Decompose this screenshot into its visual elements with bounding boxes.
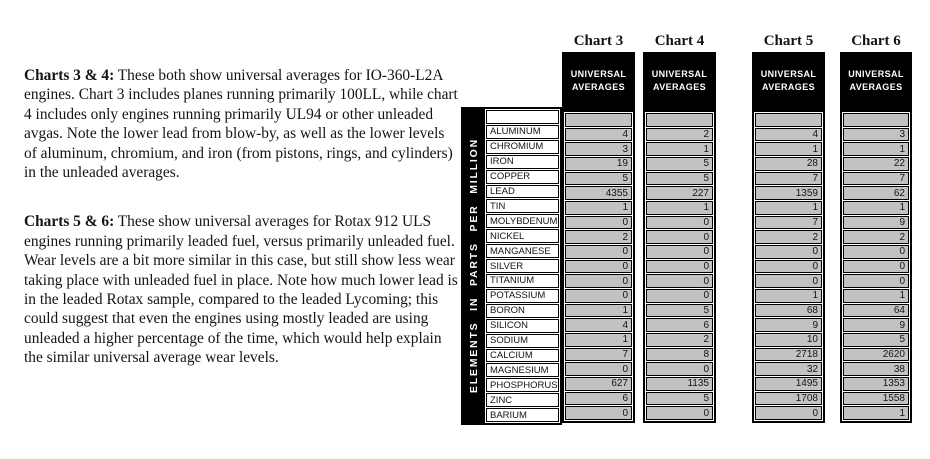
chart5-subheader: UNIVERSAL AVERAGES bbox=[752, 52, 825, 110]
value-cell: 2620 bbox=[843, 348, 909, 362]
value-cell: 0 bbox=[646, 362, 713, 376]
element-label-cell: MOLYBDENUM bbox=[486, 214, 559, 228]
value-cell: 10 bbox=[755, 333, 822, 347]
value-cell: 0 bbox=[755, 260, 822, 274]
element-labels bbox=[485, 109, 560, 423]
element-label-cell: ALUMINUM bbox=[486, 125, 559, 139]
value-cell: 627 bbox=[565, 377, 632, 391]
value-cell: 0 bbox=[565, 362, 632, 376]
value-cell: 7 bbox=[565, 348, 632, 362]
para-charts-3-4-lead: Charts 3 & 4: bbox=[24, 67, 115, 84]
value-cell: 38 bbox=[843, 362, 909, 376]
chart4-values bbox=[643, 110, 716, 423]
chart5-title: Chart 5 bbox=[763, 33, 814, 49]
value-spacer-cell bbox=[843, 113, 909, 127]
element-label-cell: SODIUM bbox=[486, 334, 559, 348]
commentary-text bbox=[24, 66, 460, 368]
row-axis-bar bbox=[463, 109, 485, 423]
value-cell: 1 bbox=[755, 142, 822, 156]
value-cell: 5 bbox=[646, 172, 713, 186]
para-charts-3-4-body: These both show universal averages for IO-360-L2A engines. Chart 3 includes planes running primarily 100LL, while chart 4 includes only engines running primarily UL94 or other unleaded avgas. Note the lower lead from blow-by, as well as the lower levels of aluminum, chromium, and iron (from pistons, rings, and cylinders) in the unleaded averages. bbox=[24, 67, 458, 182]
value-cell: 0 bbox=[843, 260, 909, 274]
value-cell: 22 bbox=[843, 157, 909, 171]
chart4-subheader: UNIVERSAL AVERAGES bbox=[643, 52, 716, 110]
value-cell: 5 bbox=[843, 333, 909, 347]
element-label-cell: IRON bbox=[486, 155, 559, 169]
chart3-subheader: UNIVERSAL AVERAGES bbox=[562, 52, 635, 110]
value-cell: 32 bbox=[755, 362, 822, 376]
element-label-cell: SILVER bbox=[486, 259, 559, 273]
value-cell: 2 bbox=[646, 128, 713, 142]
chart5-values bbox=[752, 110, 825, 423]
value-cell: 1359 bbox=[755, 186, 822, 200]
value-cell: 62 bbox=[843, 186, 909, 200]
value-cell: 28 bbox=[755, 157, 822, 171]
value-cell: 1 bbox=[755, 201, 822, 215]
value-cell: 1 bbox=[843, 201, 909, 215]
value-cell: 1708 bbox=[755, 392, 822, 406]
value-cell: 6 bbox=[646, 318, 713, 332]
value-spacer-cell bbox=[565, 113, 632, 127]
value-cell: 0 bbox=[646, 289, 713, 303]
value-cell: 7 bbox=[755, 216, 822, 230]
para-charts-5-6 bbox=[24, 212, 460, 367]
value-cell: 9 bbox=[843, 216, 909, 230]
value-cell: 1 bbox=[565, 201, 632, 215]
element-label-cell: BARIUM bbox=[486, 408, 559, 422]
value-cell: 64 bbox=[843, 304, 909, 318]
value-cell: 5 bbox=[565, 172, 632, 186]
chart3-values bbox=[562, 110, 635, 423]
value-cell: 0 bbox=[565, 289, 632, 303]
element-label-cell: BORON bbox=[486, 304, 559, 318]
value-cell: 19 bbox=[565, 157, 632, 171]
value-cell: 1 bbox=[565, 333, 632, 347]
value-cell: 5 bbox=[646, 392, 713, 406]
value-cell: 1 bbox=[755, 289, 822, 303]
element-label-cell: PHOSPHORUS bbox=[486, 378, 559, 392]
elements-axis-block bbox=[461, 107, 562, 425]
value-cell: 4 bbox=[755, 128, 822, 142]
chart5-column bbox=[752, 33, 825, 423]
value-cell: 0 bbox=[565, 245, 632, 259]
para-charts-5-6-lead: Charts 5 & 6: bbox=[24, 213, 115, 231]
chart6-title: Chart 6 bbox=[851, 33, 901, 49]
element-label-cell: MANGANESE bbox=[486, 244, 559, 258]
value-cell: 7 bbox=[843, 172, 909, 186]
value-cell: 5 bbox=[646, 304, 713, 318]
element-label-cell: CALCIUM bbox=[486, 349, 559, 363]
value-cell: 0 bbox=[565, 406, 632, 420]
value-cell: 0 bbox=[565, 260, 632, 274]
value-cell: 1 bbox=[565, 304, 632, 318]
value-cell: 1558 bbox=[843, 392, 909, 406]
value-cell: 0 bbox=[755, 406, 822, 420]
value-cell: 0 bbox=[755, 245, 822, 259]
value-cell: 0 bbox=[755, 274, 822, 288]
element-label-cell: POTASSIUM bbox=[486, 289, 559, 303]
chart6-column bbox=[840, 33, 912, 423]
value-cell: 0 bbox=[646, 245, 713, 259]
chart6-values bbox=[840, 110, 912, 423]
chart6-subheader: UNIVERSAL AVERAGES bbox=[840, 52, 912, 110]
chart3-column bbox=[562, 33, 635, 423]
value-cell: 1353 bbox=[843, 377, 909, 391]
value-cell: 2 bbox=[843, 230, 909, 244]
value-cell: 1 bbox=[843, 406, 909, 420]
chart4-title: Chart 4 bbox=[654, 33, 705, 49]
para-charts-3-4 bbox=[24, 66, 460, 182]
value-cell: 2 bbox=[646, 333, 713, 347]
para-charts-5-6-body: These show universal averages for Rotax 912 ULS engines running primarily leaded fuel, versus primarily unleaded fuel. Wear levels are a bit more similar in this case, but still show less wear taking place with unleaded fuel in place. Note how much lower lead is in the leaded Rotax sample, compared to the leaded Lycoming; this could suggest that even the engines using mostly leaded are using unleaded a higher percentage of the time, which would help explain the similar universal average wear levels. bbox=[24, 213, 458, 367]
value-cell: 0 bbox=[565, 216, 632, 230]
value-cell: 4 bbox=[565, 318, 632, 332]
value-cell: 0 bbox=[646, 274, 713, 288]
element-label-cell: MAGNESIUM bbox=[486, 363, 559, 377]
value-cell: 0 bbox=[565, 274, 632, 288]
value-cell: 0 bbox=[843, 245, 909, 259]
value-cell: 227 bbox=[646, 186, 713, 200]
chart3-title: Chart 3 bbox=[573, 33, 624, 49]
value-cell: 9 bbox=[755, 318, 822, 332]
value-cell: 1 bbox=[843, 289, 909, 303]
value-cell: 4 bbox=[565, 128, 632, 142]
value-cell: 8 bbox=[646, 348, 713, 362]
value-cell: 1495 bbox=[755, 377, 822, 391]
value-cell: 1135 bbox=[646, 377, 713, 391]
value-cell: 0 bbox=[646, 260, 713, 274]
value-cell: 68 bbox=[755, 304, 822, 318]
chart4-column bbox=[643, 33, 716, 423]
element-label-cell: TITANIUM bbox=[486, 274, 559, 288]
element-label-cell: TIN bbox=[486, 199, 559, 213]
value-cell: 1 bbox=[843, 142, 909, 156]
value-cell: 7 bbox=[755, 172, 822, 186]
value-spacer-cell bbox=[646, 113, 713, 127]
element-label-cell: NICKEL bbox=[486, 229, 559, 243]
value-cell: 2718 bbox=[755, 348, 822, 362]
value-cell: 0 bbox=[646, 216, 713, 230]
value-cell: 6 bbox=[565, 392, 632, 406]
value-cell: 4355 bbox=[565, 186, 632, 200]
value-cell: 2 bbox=[565, 230, 632, 244]
value-cell: 3 bbox=[843, 128, 909, 142]
value-cell: 2 bbox=[755, 230, 822, 244]
element-label-cell: CHROMIUM bbox=[486, 140, 559, 154]
value-cell: 0 bbox=[646, 230, 713, 244]
element-label-cell: LEAD bbox=[486, 185, 559, 199]
value-cell: 3 bbox=[565, 142, 632, 156]
value-cell: 0 bbox=[843, 274, 909, 288]
value-cell: 1 bbox=[646, 201, 713, 215]
element-label-cell: SILICON bbox=[486, 319, 559, 333]
value-cell: 9 bbox=[843, 318, 909, 332]
value-cell: 5 bbox=[646, 157, 713, 171]
value-spacer-cell bbox=[755, 113, 822, 127]
element-label-cell: ZINC bbox=[486, 393, 559, 407]
value-cell: 0 bbox=[646, 406, 713, 420]
value-cell: 1 bbox=[646, 142, 713, 156]
label-spacer-cell bbox=[486, 110, 559, 124]
row-axis-label: ELEMENTS IN PARTS PER MILLION bbox=[468, 138, 480, 394]
element-label-cell: COPPER bbox=[486, 170, 559, 184]
